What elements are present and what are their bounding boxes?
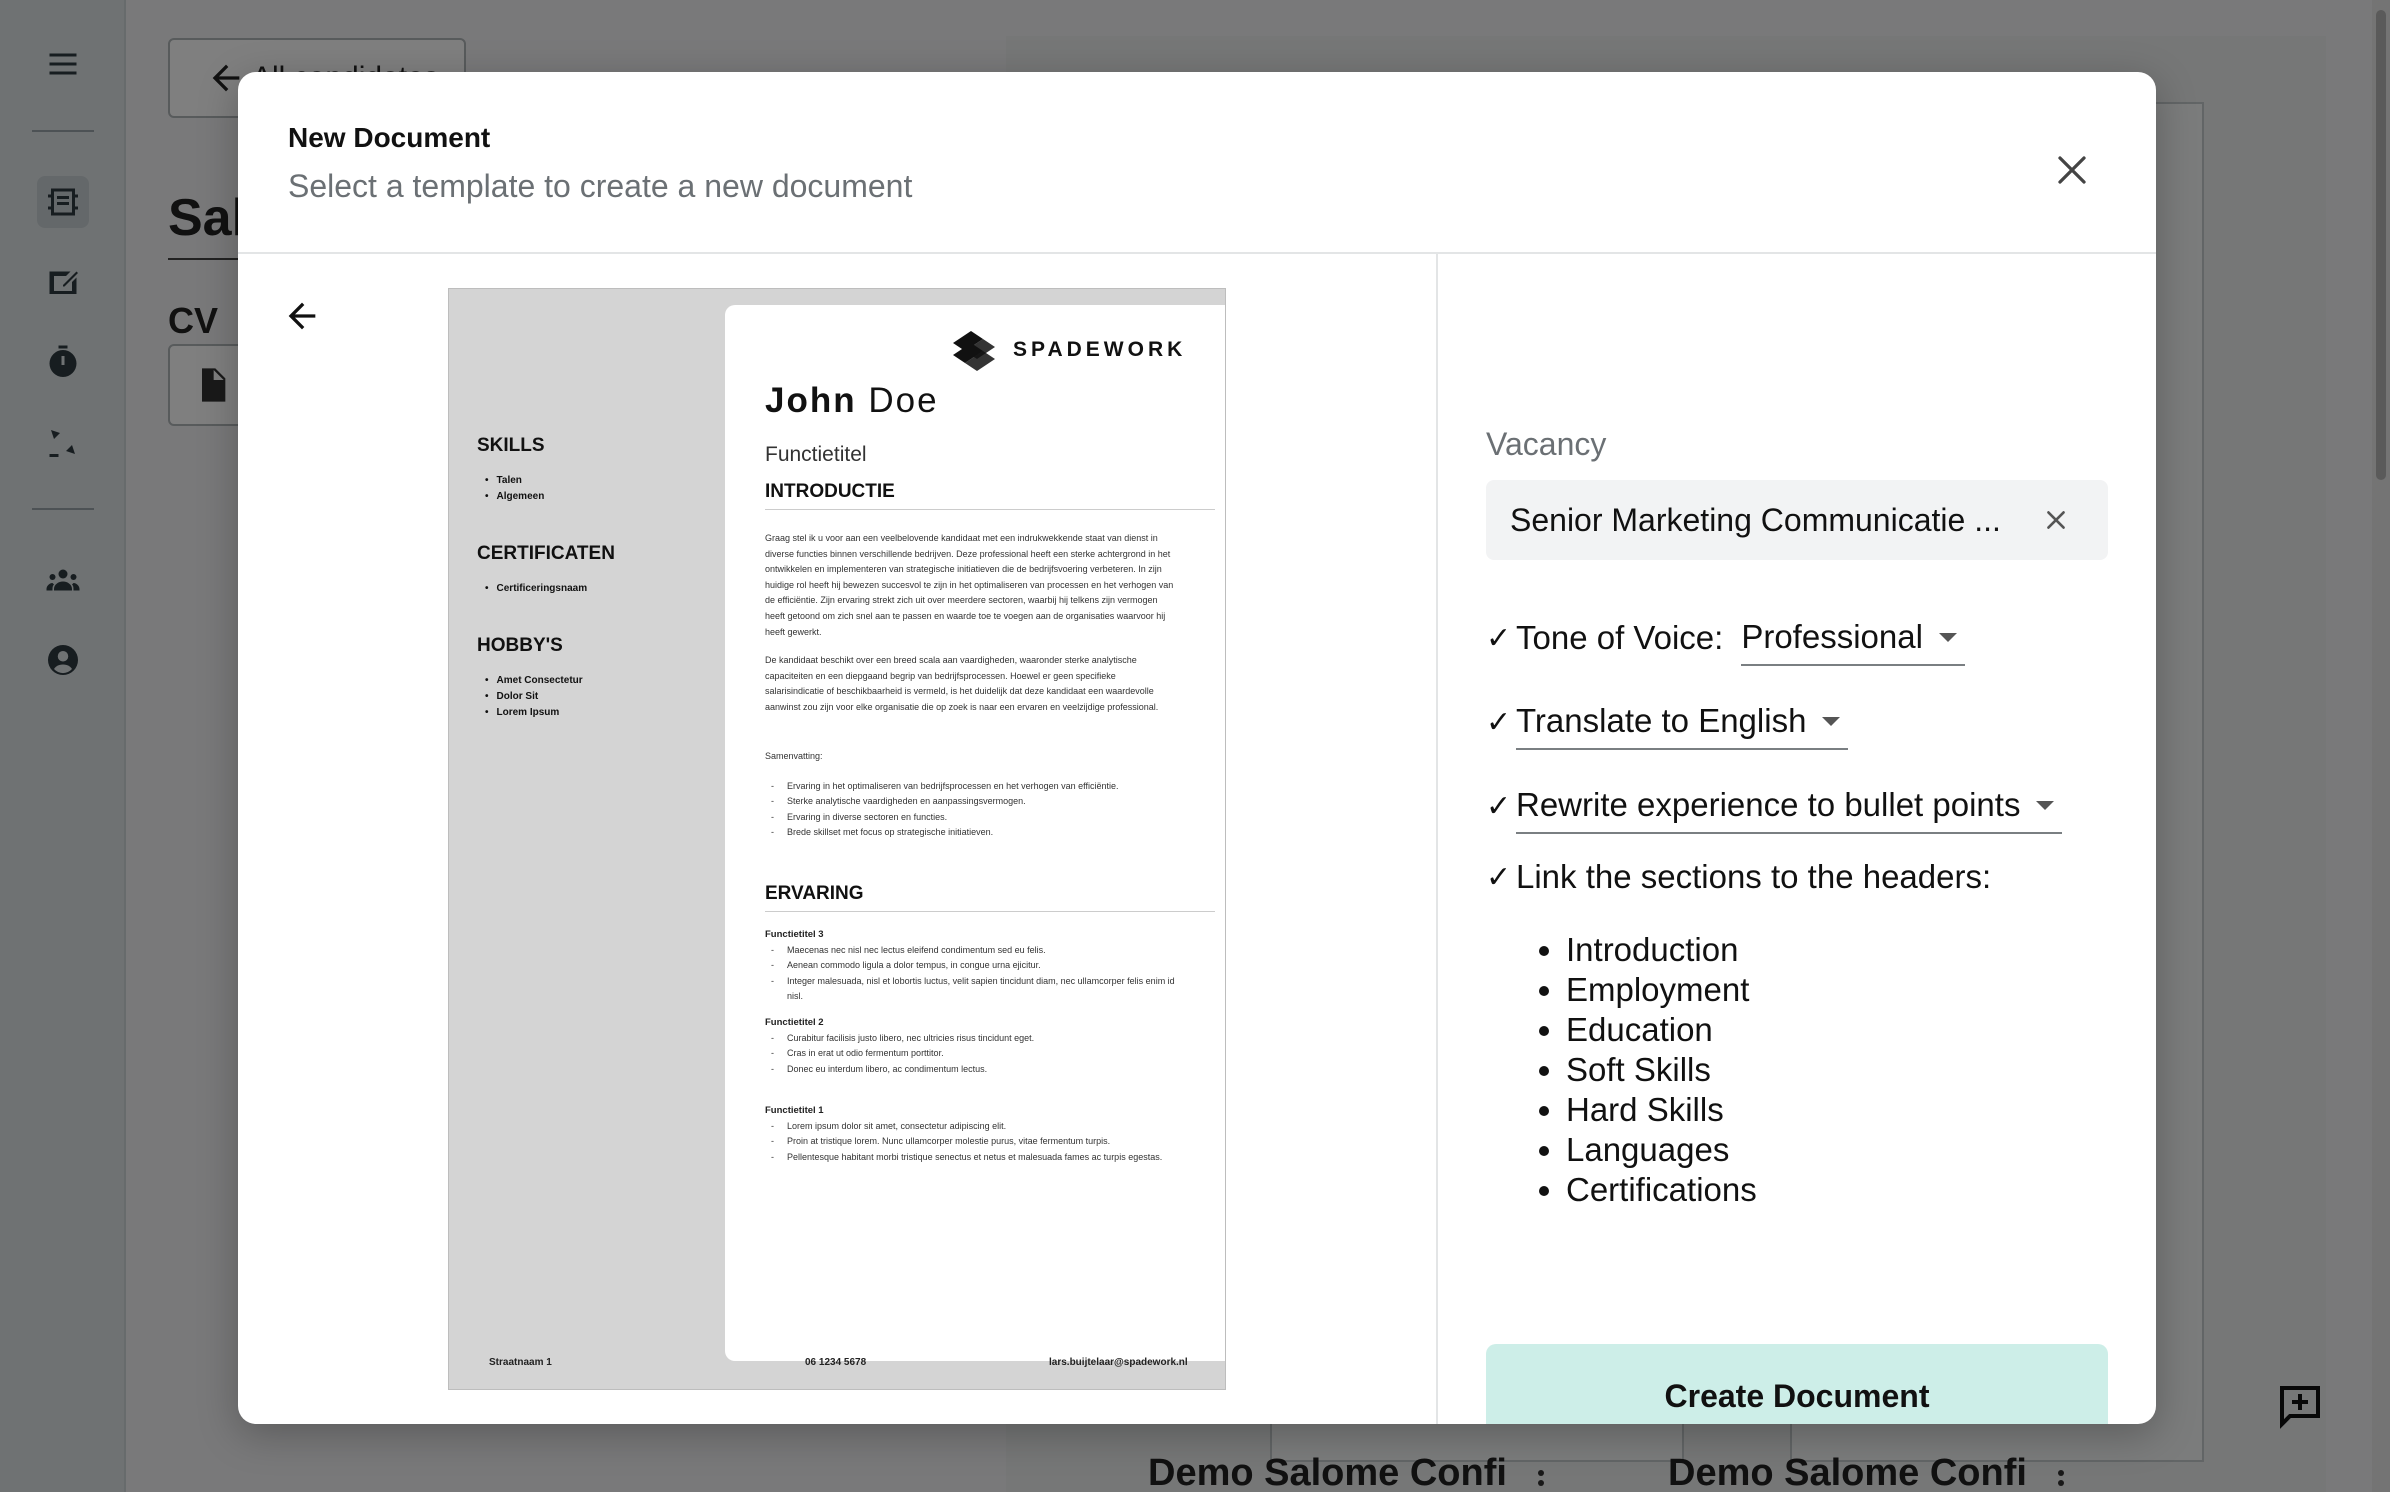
cv-logo xyxy=(949,329,1186,371)
list-item: • Hard Skills xyxy=(1566,1090,1757,1130)
close-icon xyxy=(2043,507,2069,533)
modal-header xyxy=(238,72,2156,254)
cv-sidebar-item: • Dolor Sit xyxy=(485,689,583,705)
cv-sidebar-heading: HOBBY'S xyxy=(477,635,563,656)
vacancy-select[interactable] xyxy=(1486,480,2108,560)
arrow-left-icon xyxy=(282,296,322,336)
cv-sidebar-heading: CERTIFICATEN xyxy=(477,543,615,564)
cv-experience-heading: ERVARING xyxy=(765,883,1215,912)
cv-summary-item: - Ervaring in diverse sectoren en functies. xyxy=(765,810,1175,825)
list-item: • Employment xyxy=(1566,970,1757,1010)
tone-of-voice-select[interactable] xyxy=(1741,618,1965,666)
new-document-modal xyxy=(238,72,2156,1424)
check-icon: ✓ xyxy=(1486,860,1512,894)
cv-template-preview[interactable] xyxy=(448,288,1226,1390)
document-options-form xyxy=(1486,254,2108,1424)
check-icon: ✓ xyxy=(1486,621,1512,655)
rewrite-option xyxy=(1486,778,2062,834)
translate-select[interactable] xyxy=(1516,702,1848,750)
list-item: • Languages xyxy=(1566,1130,1757,1170)
template-back-button[interactable] xyxy=(270,284,334,348)
cv-job-list xyxy=(765,1119,1175,1165)
cv-job-item: - Curabitur facilisis justo libero, nec ultricies risus tincidunt eget. xyxy=(765,1031,1175,1046)
cv-job-item: - Pellentesque habitant morbi tristique senectus et netus et malesuada fames ac turpis egestas. xyxy=(765,1150,1175,1165)
cv-job-title: Functietitel 2 xyxy=(765,1017,824,1028)
cv-sidebar-list xyxy=(485,673,583,721)
rewrite-experience-select[interactable] xyxy=(1516,786,2062,834)
close-modal-button[interactable] xyxy=(2040,138,2104,202)
tone-label: Tone of Voice: xyxy=(1516,619,1724,656)
cv-last-name: Doe xyxy=(868,381,939,420)
cv-footer-phone: 06 1234 5678 xyxy=(805,1357,867,1368)
cv-footer-address: Straatnaam 1 xyxy=(489,1357,552,1368)
cv-summary-item: - Ervaring in het optimaliseren van bedrijfsprocessen en het verhogen van efficiëntie. xyxy=(765,779,1175,794)
cv-sidebar-item: • Talen xyxy=(485,473,544,489)
rewrite-value: Rewrite experience to bullet points xyxy=(1516,786,2021,823)
cv-first-name: John xyxy=(765,381,857,420)
section-headers-list xyxy=(1566,930,1757,1210)
cv-job-item: - Donec eu interdum libero, ac condimentum lectus. xyxy=(765,1062,1175,1077)
cv-brand-name: SPADEWORK xyxy=(1013,338,1187,361)
cv-job-list xyxy=(765,943,1175,1005)
create-document-button[interactable]: Create Document xyxy=(1486,1344,2108,1424)
list-item: • Introduction xyxy=(1566,930,1757,970)
translate-option xyxy=(1486,694,1848,750)
vacancy-label: Vacancy xyxy=(1486,426,1607,462)
cv-sidebar-list xyxy=(485,473,544,505)
list-item: • Soft Skills xyxy=(1566,1050,1757,1090)
cv-sidebar-heading: SKILLS xyxy=(477,435,545,456)
clear-vacancy-button[interactable] xyxy=(2036,500,2076,540)
cv-job-item: - Cras in erat ut odio fermentum porttitor. xyxy=(765,1046,1175,1061)
cv-job-item: - Integer malesuada, nisl et lobortis luctus, velit sapien tincidunt diam, nec ullamcorper felis enim id nisl. xyxy=(765,974,1175,1005)
link-sections-label: Link the sections to the headers: xyxy=(1516,858,1992,895)
vacancy-value: Senior Marketing Communicatie ... xyxy=(1510,501,2001,538)
cv-job-title: Functietitel 3 xyxy=(765,929,824,940)
cv-job-list xyxy=(765,1031,1175,1077)
modal-divider xyxy=(1436,254,1438,1424)
cv-role: Functietitel xyxy=(765,443,867,466)
cv-footer-email: lars.buijtelaar@spadework.nl xyxy=(1049,1357,1188,1368)
cv-sidebar-list xyxy=(485,581,587,597)
tone-option xyxy=(1486,610,1965,666)
translate-value: Translate to English xyxy=(1516,702,1807,739)
cv-sidebar-item: • Lorem Ipsum xyxy=(485,705,583,721)
modal-subtitle: Select a template to create a new document xyxy=(288,168,913,204)
link-sections-option xyxy=(1486,858,1991,896)
modal-title: New Document xyxy=(288,122,491,153)
tone-value: Professional xyxy=(1741,618,1923,655)
cv-footer xyxy=(449,1357,1226,1390)
check-icon: ✓ xyxy=(1486,789,1512,823)
cv-summary-item: - Brede skillset met focus op strategische initiatieven. xyxy=(765,825,1175,840)
cv-page xyxy=(725,305,1226,1361)
cv-intro-paragraph: Graag stel ik u voor aan een veelbelovende kandidaat met een indrukwekkende staat van dienst in diverse functies binnen verschillende bedrijven. Deze professional heeft een sterke achtergrond in het ontwikkelen en implementeren van strategische initiatieven die de bedrijfsvoering verbeteren. In zijn huidige rol heeft hij bewezen succesvol te zijn in het optimaliseren van processen en het verhogen van de efficiëntie. Zijn ervaring strekt zich uit over meerdere sectoren, waarbij hij telkens zijn vermogen heeft getoond om zich snel aan te passen en waarde toe te voegen aan de organisaties waarvoor hij heeft gewerkt. xyxy=(765,533,1174,637)
dropdown-arrow-icon xyxy=(1939,633,1957,642)
cv-job-title: Functietitel 1 xyxy=(765,1105,824,1116)
list-item: • Education xyxy=(1566,1010,1757,1050)
cv-sidebar-item: • Algemeen xyxy=(485,489,544,505)
cv-sidebar-item: • Certificeringsnaam xyxy=(485,581,587,597)
dropdown-arrow-icon xyxy=(1822,717,1840,726)
list-item: • Certifications xyxy=(1566,1170,1757,1210)
close-icon xyxy=(2054,152,2090,188)
spadework-logo-icon xyxy=(949,329,999,371)
cv-candidate-name xyxy=(765,381,939,421)
cv-summary-item: - Sterke analytische vaardigheden en aanpassingsvermogen. xyxy=(765,794,1175,809)
dropdown-arrow-icon xyxy=(2036,801,2054,810)
cv-summary-list xyxy=(765,779,1175,841)
cv-job-item: - Maecenas nec nisl nec lectus eleifend condimentum sed eu felis. xyxy=(765,943,1175,958)
cv-intro-heading: INTRODUCTIE xyxy=(765,481,1215,510)
check-icon: ✓ xyxy=(1486,705,1512,739)
cv-job-item: - Proin at tristique lorem. Nunc ullamcorper molestie purus, vitae fermentum turpis. xyxy=(765,1134,1175,1149)
cv-sidebar-item: • Amet Consectetur xyxy=(485,673,583,689)
cv-summary-label: Samenvatting: xyxy=(765,751,823,761)
cv-job-item: - Lorem ipsum dolor sit amet, consectetur adipiscing elit. xyxy=(765,1119,1175,1134)
cv-intro-paragraph: De kandidaat beschikt over een breed scala aan vaardigheden, waaronder sterke analytische capaciteiten en een diepgaand begrip van bedrijfsprocessen. Hoewel er geen specifieke salarisindicatie of beschikbaarheid is vermeld, is het duidelijk dat deze kandidaat een waardevolle aanwinst zou zijn voor elke organisatie die op zoek is naar een ervaren en veelzijdige professional. xyxy=(765,655,1159,712)
cv-job-item: - Aenean commodo ligula a dolor tempus, in congue urna ejicitur. xyxy=(765,958,1175,973)
